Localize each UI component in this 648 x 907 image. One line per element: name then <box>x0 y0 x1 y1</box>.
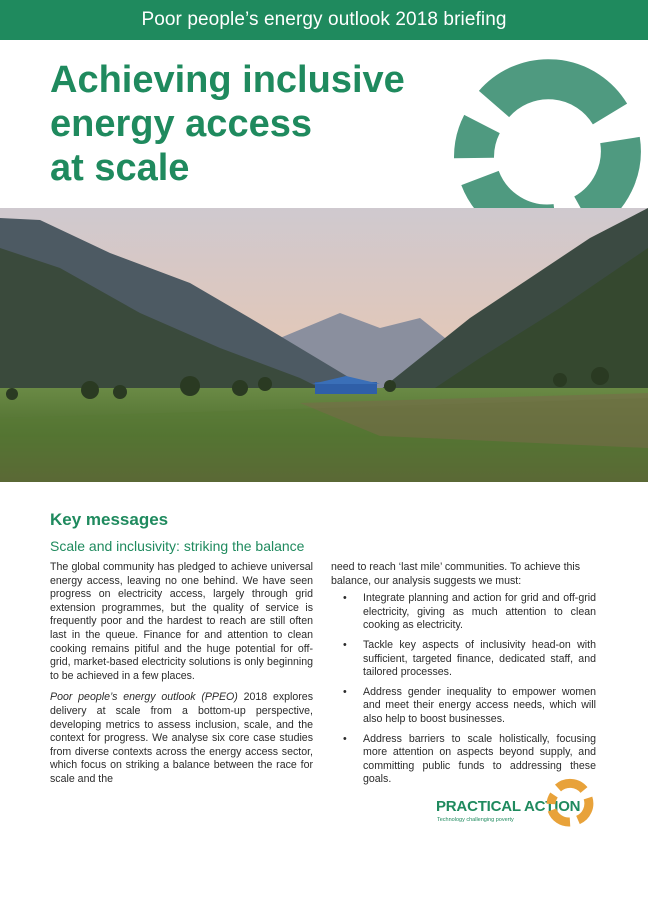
intro-paragraph: The global community has pledged to achieve universal energy access, leaving no one behind. We have seen progress on electricity access, largely through grid extension programmes, but the quality of service is frequently poor and the hardest to reach are still often last in the queue. Finance for and attention to clean cooking remains pitiful and the huge potential for off-grid, market-based electricity solutions is only beginning to be achieved in a few places. <box>50 561 313 682</box>
title-line: energy access <box>50 103 312 145</box>
bullets-intro: need to reach ‘last mile’ communities. To achieve this balance, our analysis suggests we must: <box>331 561 581 587</box>
list-item-text: Integrate planning and action for grid and off-grid electricity, giving as much attention to clean cooking as electricity. <box>363 592 596 632</box>
list-item-text: Address barriers to scale holistically, focusing more attention on aspects beyond supply, and committing public funds to addressing these goals. <box>363 732 596 786</box>
logo-name: PRACTICAL ACTION <box>436 798 581 815</box>
list-item <box>331 592 596 633</box>
header-bar <box>0 0 648 40</box>
list-item <box>331 686 596 727</box>
bullet-icon: • <box>343 685 347 698</box>
bullet-icon: • <box>343 638 347 651</box>
briefing-title: Poor people’s energy outlook 2018 briefing <box>141 9 507 30</box>
bullet-icon: • <box>343 592 347 605</box>
list-item-text: Tackle key aspects of inclusivity head-on with sufficient, targeted finance, dedicated staff, and tailored processes. <box>363 638 596 679</box>
right-column <box>331 561 596 793</box>
left-column <box>50 561 313 795</box>
key-messages-heading: Key messages <box>50 510 169 529</box>
recommendation-list <box>331 592 596 787</box>
broken-circle-logo-icon <box>546 776 594 832</box>
practical-action-logo <box>436 776 592 836</box>
ppeo-paragraph-text: 2018 explores delivery at scale from a bottom-up perspective, developing metrics to assess inclusion, scale, and the context for progress. We analyse six core case studies from diverse contexts across the energy access sector, which focus on striking a balance between the race for scale and the <box>50 691 314 785</box>
list-item <box>331 639 596 680</box>
ppeo-title: Poor people’s energy outlook (PPEO) <box>50 691 238 704</box>
key-messages-subheading: Scale and inclusivity: striking the balance <box>50 538 305 554</box>
hero-landscape-photo <box>0 208 648 482</box>
logo-tagline: Technology challenging poverty <box>437 817 514 823</box>
list-item-text: Address gender inequality to empower women and meet their energy access needs, which will also help to boost businesses. <box>363 685 596 725</box>
ppeo-paragraph <box>50 691 313 786</box>
title-line: at scale <box>50 147 190 189</box>
title-line: Achieving inclusive <box>50 59 405 101</box>
bullet-icon: • <box>343 732 347 745</box>
page-title <box>50 58 430 190</box>
